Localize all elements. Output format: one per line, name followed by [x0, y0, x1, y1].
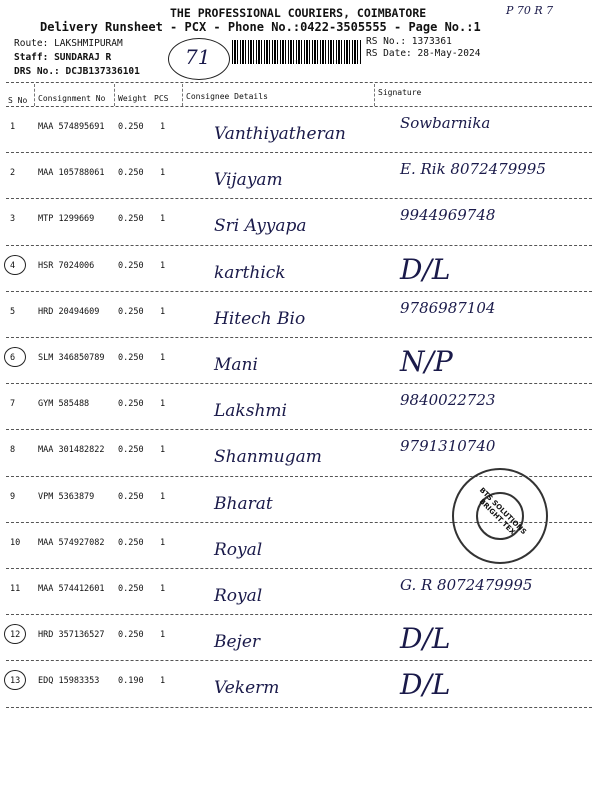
row-pcs: 1 [160, 491, 166, 502]
row-weight: 0.250 [118, 445, 144, 456]
row-consignee-name: Royal [214, 539, 263, 560]
row-signature: 9944969748 [400, 206, 496, 225]
route-line [14, 38, 123, 49]
vrule-2 [114, 84, 115, 106]
row-sno: 9 [10, 491, 16, 502]
col-sno: S No [8, 96, 28, 105]
row-weight: 0.250 [118, 306, 144, 317]
row-consignee-name: Mani [214, 355, 258, 375]
row-consignee-name: Lakshmi [214, 401, 287, 422]
route-value: LAKSHMIPURAM [54, 38, 123, 49]
row-weight: 0.250 [118, 353, 144, 363]
row-signature: G. R 8072479995 [400, 576, 533, 594]
row-pcs: 1 [160, 399, 166, 410]
row-consignment: GYM 585488 [38, 399, 90, 410]
route-label: Route: [14, 38, 49, 49]
row-separator [6, 152, 592, 153]
drs-label: DRS No.: [14, 66, 60, 77]
row-sno: 11 [10, 584, 21, 594]
row-sno: 2 [10, 168, 16, 179]
circled-number-text: 71 [185, 45, 211, 69]
row-separator [6, 291, 592, 292]
row-consignee-name: Bejer [214, 632, 261, 653]
vrule-3 [182, 84, 183, 106]
vrule-4 [374, 84, 375, 106]
col-weight: Weight [118, 94, 147, 103]
row-consignee-name: Vanthiyatheran [214, 124, 346, 144]
row-pcs: 1 [160, 122, 166, 132]
row-signature: 9786987104 [400, 298, 496, 317]
row-weight: 0.250 [118, 214, 144, 225]
col-pcs: PCS [154, 94, 169, 103]
drs-line [14, 66, 140, 77]
row-weight: 0.250 [118, 168, 144, 179]
row-pcs: 1 [160, 676, 166, 687]
row-sno: 7 [10, 399, 16, 410]
row-consignment: HSR 7024006 [38, 260, 95, 271]
staff-value: SUNDARAJ R [54, 52, 112, 63]
row-number-circle [4, 347, 26, 367]
row-consignment: HRD 20494609 [38, 306, 100, 317]
row-pcs: 1 [160, 306, 166, 317]
top-right-note: P 70 R 7 [506, 4, 554, 17]
staff-label: Staff: [14, 52, 49, 63]
row-number-circle [4, 624, 26, 644]
row-separator [6, 660, 592, 661]
row-consignment: MAA 574927082 [38, 537, 105, 548]
row-pcs: 1 [160, 168, 166, 179]
row-separator [6, 707, 592, 708]
row-sno: 4 [10, 260, 16, 271]
row-consignee-name: Shanmugam [214, 447, 322, 468]
row-weight: 0.190 [118, 676, 144, 687]
header-bottom-rule [6, 106, 592, 107]
row-signature: D/L [400, 252, 451, 286]
row-consignee-name: Bharat [214, 493, 273, 514]
row-signature: D/L [400, 622, 451, 656]
row-separator [6, 337, 592, 338]
row-weight: 0.250 [118, 260, 144, 271]
row-weight: 0.250 [118, 584, 144, 594]
row-consignee-name: Vekerm [214, 678, 280, 699]
row-consignment: MAA 105788061 [38, 168, 105, 179]
company-title: THE PROFESSIONAL COURIERS, COIMBATORE [170, 6, 427, 20]
row-separator [6, 614, 592, 615]
row-consignment: SLM 346850789 [38, 353, 105, 363]
row-signature: 9791310740 [400, 437, 496, 456]
row-consignment: VPM 5363879 [38, 491, 95, 502]
row-separator [6, 245, 592, 246]
rs-date-label: RS Date: [366, 48, 412, 59]
rs-no-label: RS No.: [366, 36, 407, 47]
row-sno: 3 [10, 214, 16, 225]
row-pcs: 1 [160, 445, 166, 456]
row-signature: Sowbarnika [400, 114, 491, 132]
row-consignee-name: Royal [214, 586, 263, 606]
row-weight: 0.250 [118, 537, 144, 548]
row-sno: 12 [10, 630, 21, 641]
row-signature: D/L [400, 668, 451, 702]
row-weight: 0.250 [118, 630, 144, 641]
row-consignment: MAA 301482822 [38, 445, 105, 456]
row-separator [6, 568, 592, 569]
row-number-circle [4, 670, 26, 690]
staff-line [14, 52, 111, 63]
row-consignee-name: Sri Ayyapa [214, 216, 307, 237]
row-pcs: 1 [160, 353, 166, 363]
row-consignment: EDQ 15983353 [38, 676, 100, 687]
barcode [232, 40, 362, 64]
col-signature: Signature [378, 88, 422, 97]
row-pcs: 1 [160, 214, 166, 225]
row-weight: 0.250 [118, 122, 144, 132]
col-details: Consignee Details [186, 92, 268, 101]
stamp-text: BTS SOLUTIONS BRIGHT TEX [477, 486, 528, 537]
row-pcs: 1 [160, 584, 166, 594]
row-signature: 9840022723 [400, 391, 496, 410]
vrule-1 [34, 84, 35, 106]
rs-date-line [366, 48, 480, 59]
row-sno: 13 [10, 676, 21, 687]
row-signature: E. Rik 8072479995 [400, 160, 546, 179]
row-separator [6, 429, 592, 430]
company-stamp [452, 468, 548, 564]
row-sno: 8 [10, 445, 16, 456]
row-sno: 5 [10, 306, 16, 317]
row-consignment: MTP 1299669 [38, 214, 95, 225]
row-sno: 1 [10, 122, 16, 132]
rs-no-line [366, 36, 452, 47]
row-weight: 0.250 [118, 399, 144, 410]
row-pcs: 1 [160, 537, 166, 548]
row-signature: N/P [400, 345, 453, 378]
row-consignee-name: Hitech Bio [214, 308, 306, 329]
row-consignee-name: Vijayam [214, 170, 283, 191]
row-consignee-name: karthick [214, 262, 286, 283]
runsheet-subtitle: Delivery Runsheet - PCX - Phone No.:0422-3505555 - Page No.:1 [40, 20, 481, 34]
drs-value: DCJB137336101 [65, 66, 140, 77]
row-consignment: MAA 574412601 [38, 584, 105, 594]
row-pcs: 1 [160, 630, 166, 641]
row-separator [6, 198, 592, 199]
row-sno: 6 [10, 353, 16, 363]
row-consignment: MAA 574895691 [38, 122, 105, 132]
row-sno: 10 [10, 537, 21, 548]
row-separator [6, 383, 592, 384]
circled-number-annotation [168, 38, 230, 80]
row-consignment: HRD 357136527 [38, 630, 105, 641]
rs-no-value: 1373361 [411, 36, 452, 47]
row-pcs: 1 [160, 260, 166, 271]
row-number-circle [4, 255, 26, 275]
header-top-rule [6, 82, 592, 83]
row-weight: 0.250 [118, 491, 144, 502]
rs-date-value: 28-May-2024 [417, 48, 481, 59]
col-consignment: Consignment No [38, 94, 106, 103]
